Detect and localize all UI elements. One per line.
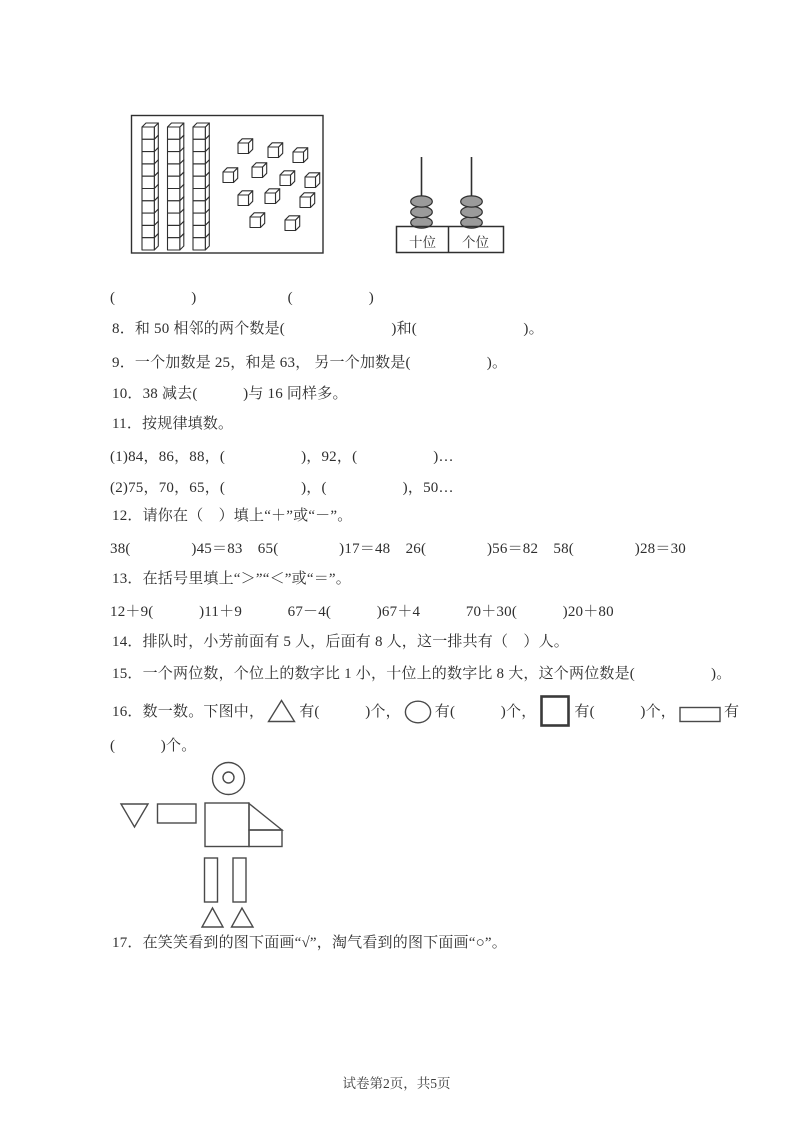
base10-blocks-figure — [128, 110, 332, 260]
robot-shapes-figure — [98, 752, 298, 937]
robot-right-arm-rect — [249, 830, 282, 847]
question-8: 8．和 50 相邻的两个数是( )和( )。 — [112, 321, 544, 337]
robot-left-arm-rect — [158, 804, 197, 823]
rectangle-icon — [679, 706, 721, 723]
q16-intro: 16．数一数。下图中， — [112, 704, 265, 720]
robot-left-foot-triangle — [202, 908, 223, 927]
q16-after-rect: 有 — [723, 704, 740, 720]
question-11: 11．按规律填数。 — [112, 416, 234, 432]
abacus-figure — [390, 150, 512, 258]
question-16 — [112, 697, 739, 723]
robot-right-shoulder-triangle — [249, 804, 282, 831]
question-16-line2: ( )个。 — [110, 738, 197, 754]
question-15: 15．一个两位数，个位上的数字比 1 小，十位上的数字比 8 大，这个两位数是( )。 — [112, 666, 732, 682]
robot-right-leg-rect — [233, 858, 246, 902]
robot-left-leg-rect — [205, 858, 218, 902]
page-footer: 试卷第2页，共5页 — [342, 1076, 451, 1091]
robot-head-inner-circle — [223, 772, 234, 783]
question-17: 17．在笑笑看到的图下面画“√”，淘气看到的图下面画“○”。 — [112, 935, 507, 951]
square-icon — [539, 694, 571, 728]
answer-blanks-row: ( ) ( ) — [110, 290, 374, 306]
base10-cubes-layer — [142, 123, 320, 250]
question-12: 12．请你在（ ）填上“＋”或“－”。 — [112, 508, 353, 524]
circle-icon — [404, 700, 432, 724]
question-11-part2: (2)75，70，65，( )，( )，50… — [110, 480, 454, 496]
abacus-beads-layer — [411, 196, 483, 228]
blocks-border — [132, 116, 324, 254]
robot-left-hand-triangle — [121, 804, 148, 827]
triangle-icon — [267, 699, 296, 723]
robot-head-outer-circle — [213, 763, 245, 795]
question-13-comparisons-row: 12＋9( )11＋9 67－4( )67＋4 70＋30( )20＋80 — [110, 604, 614, 620]
robot-right-foot-triangle — [232, 908, 254, 927]
q16-after-triangle: 有( )个， — [299, 704, 401, 720]
question-11-part1: (1)84，86，88，( )，92，( )… — [110, 449, 454, 465]
robot-body-square — [205, 803, 249, 847]
abacus-label-ones: 个位 — [462, 235, 489, 250]
question-9: 9．一个加数是 25，和是 63， 另一个加数是( )。 — [112, 355, 508, 371]
q16-after-square: 有( )个， — [574, 704, 676, 720]
question-10: 10．38 减去( )与 16 同样多。 — [112, 386, 348, 402]
question-13: 13．在括号里填上“＞”“＜”或“＝”。 — [112, 571, 351, 587]
abacus-label-tens: 十位 — [409, 235, 436, 250]
question-12-equations-row: 38( )45＝83 65( )17＝48 26( )56＝82 58( )28＝30 — [110, 541, 686, 557]
question-14: 14．排队时，小芳前面有 5 人，后面有 8 人，这一排共有（ ）人。 — [112, 634, 570, 650]
q16-after-circle: 有( )个， — [434, 704, 537, 720]
